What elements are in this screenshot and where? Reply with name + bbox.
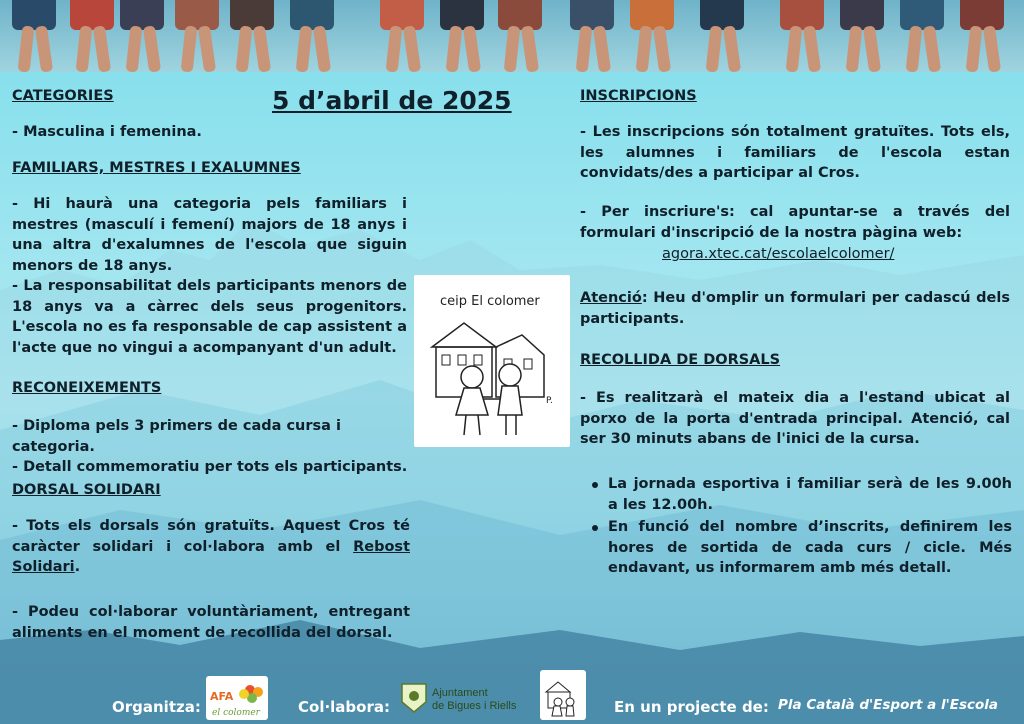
runner-figure xyxy=(120,0,164,72)
ajuntament-line-2: de Bigues i Riells xyxy=(432,700,517,712)
afa-logo-text: AFA xyxy=(210,690,234,703)
runner-figure xyxy=(780,0,824,72)
schedule-bullet-list xyxy=(582,474,1012,581)
schedule-bullet-2-text: En funció del nombre d’inscrits, definirem les hores de sortida de cada curs / cicle. Més endavant, us informarem amb més detall. xyxy=(608,519,1012,576)
runner-figure xyxy=(630,0,674,72)
inscripcions-heading: INSCRIPCIONS xyxy=(580,88,697,104)
collabora-label: Col·labora: xyxy=(298,698,390,716)
ajuntament-shield-icon xyxy=(398,676,528,720)
dorsal-solidari-paragraph-1 xyxy=(12,516,410,578)
runner-figure xyxy=(440,0,484,72)
recollida-dorsals-paragraph: - Es realitzarà el mateix dia a l'estand ubicat al porxo de la porta d'entrada principal. Atenció, cal ser 30 minuts abans de l'inici de la cursa. xyxy=(580,390,1010,447)
afa-logo-subtext: el colomer xyxy=(212,708,260,718)
runner-figure xyxy=(380,0,424,72)
bullet-dot-icon xyxy=(592,482,598,488)
runner-figure xyxy=(840,0,884,72)
inscripcions-paragraph-2: - Per inscriure's: cal apuntar-se a través del formulari d'inscripció de la nostra pàgina web: xyxy=(580,204,1010,241)
bullet-dot-icon xyxy=(592,525,598,531)
projecte-label: En un projecte de: xyxy=(614,698,769,716)
runner-figure xyxy=(498,0,542,72)
dorsal-solidari-heading: DORSAL SOLIDARI xyxy=(12,482,161,498)
familiars-paragraph-1: - Hi haurà una categoria pels familiars i mestres (masculí i femení) majors de 18 anys i una altra d'exalumnes de l'escola que siguin menors de 18 anys. xyxy=(12,196,407,274)
categories-heading: CATEGORIES xyxy=(12,88,114,104)
familiars-paragraphs xyxy=(12,194,407,358)
atencio-paragraph xyxy=(580,288,1010,329)
dorsal-text-start: - Tots els dorsals són gratuïts. Aquest Cros té caràcter solidari i col·labora amb el xyxy=(12,518,410,555)
atencio-label: Atenció xyxy=(580,290,642,306)
event-date-title: 5 d’abril de 2025 xyxy=(272,86,512,115)
school-drawing-icon xyxy=(414,275,570,447)
reconeixements-line-2: - Detall commemoratiu per tots els participants. xyxy=(12,459,408,475)
dorsal-text-end: . xyxy=(74,559,81,575)
ajuntament-line-1: Ajuntament xyxy=(432,687,488,699)
runners-photo-strip xyxy=(0,0,1024,72)
runner-figure xyxy=(960,0,1004,72)
runner-figure xyxy=(570,0,614,72)
runner-figure xyxy=(290,0,334,72)
school-logo-p: P. xyxy=(546,396,553,406)
school-small-logo xyxy=(540,670,586,720)
organitza-label: Organitza: xyxy=(112,698,201,716)
ajuntament-logo xyxy=(398,676,528,720)
inscripcions-paragraph-1: - Les inscripcions són totalment gratuïtes. Tots els, les alumnes i familiars de l'escola estan convidats/des a participar al Cros. xyxy=(580,124,1010,181)
school-logo xyxy=(414,275,570,447)
rebost-solidari-link[interactable]: Rebost Solidari xyxy=(12,538,410,575)
schedule-bullet-1 xyxy=(582,474,1012,515)
atencio-text: : Heu d'omplir un formulari per cadascú dels participants. xyxy=(580,290,1010,327)
school-logo-caption: ceip El colomer xyxy=(440,294,540,309)
categories-text: - Masculina i femenina. xyxy=(12,124,202,140)
dorsal-solidari-paragraph-2: - Podeu col·laborar voluntàriament, entregant aliments en el moment de recollida del dorsal. xyxy=(12,604,410,641)
recollida-dorsals-heading: RECOLLIDA DE DORSALS xyxy=(580,352,781,368)
pla-catala-label: Pla Català d'Esport a l'Escola xyxy=(778,697,998,713)
reconeixements-heading: RECONEIXEMENTS xyxy=(12,380,162,396)
afa-logo xyxy=(206,676,268,720)
reconeixements-list xyxy=(12,416,412,478)
runner-figure xyxy=(230,0,274,72)
school-website-link[interactable]: agora.xtec.cat/escolaelcolomer/ xyxy=(662,246,895,262)
familiars-paragraph-2: - La responsabilitat dels participants menors de 18 anys va a càrrec dels seus progenitors. L'escola no es fa responsable de cap assistent a l'acte que no vingui a acompanyant d'un adult. xyxy=(12,278,407,356)
reconeixements-line-1: - Diploma pels 3 primers de cada cursa i categoria. xyxy=(12,418,341,455)
runner-figure xyxy=(12,0,56,72)
runner-figure xyxy=(900,0,944,72)
runner-figure xyxy=(70,0,114,72)
runner-figure xyxy=(700,0,744,72)
school-small-drawing-icon xyxy=(540,670,586,720)
schedule-bullet-1-text: La jornada esportiva i familiar serà de les 9.00h a les 12.00h. xyxy=(608,476,1012,513)
familiars-heading: FAMILIARS, MESTRES I EXALUMNES xyxy=(12,160,301,176)
runner-figure xyxy=(175,0,219,72)
schedule-bullet-2 xyxy=(582,517,1012,579)
afa-flower-icon xyxy=(206,676,268,720)
